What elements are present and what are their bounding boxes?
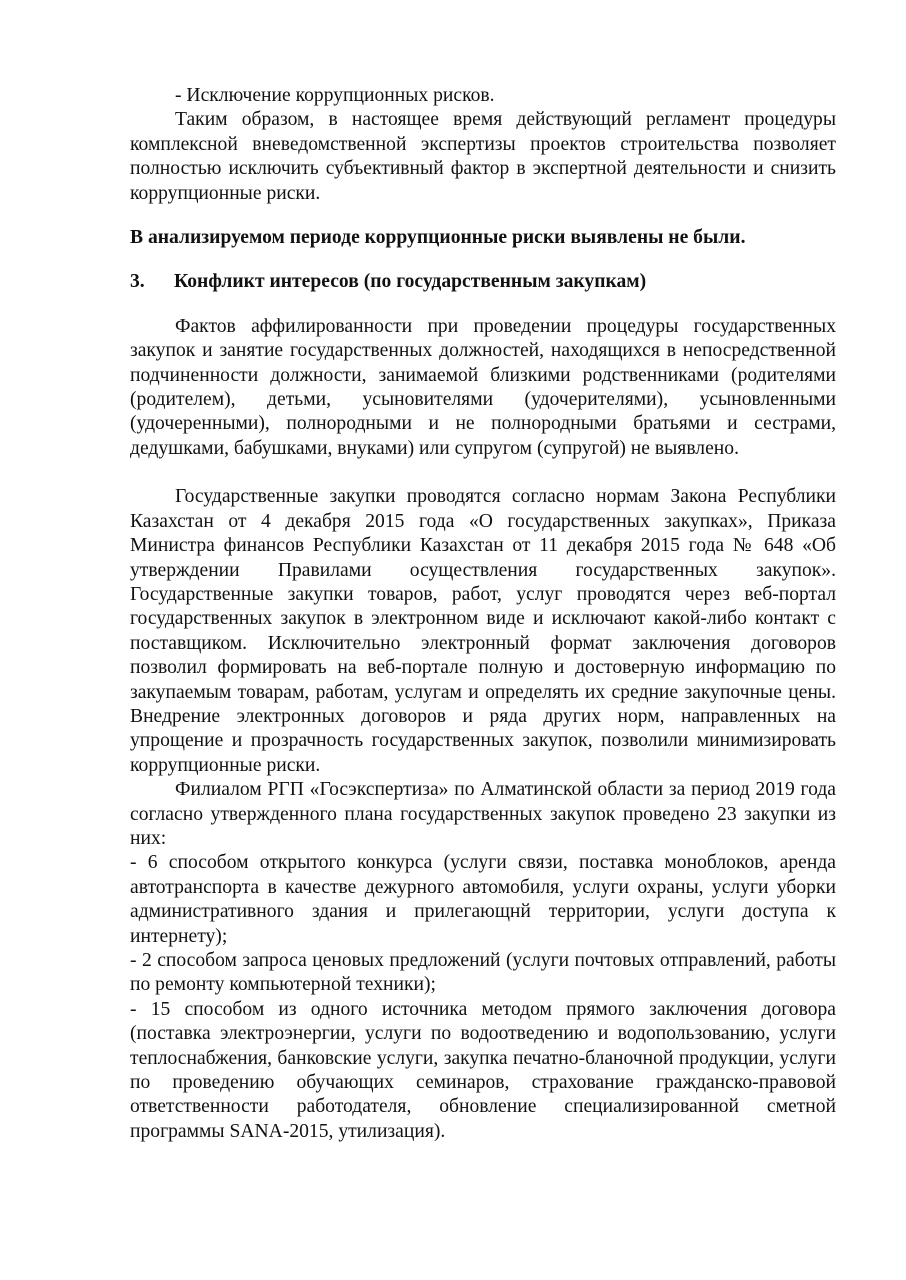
paragraph-procurement-law: Государственные закупки проводятся согласно нормам Закона Республики Казахстан от 4 декабря 2015 года «О государственных закупках», Приказа Министра финансов Республики Казахстан от 11 декабря 2015 года № 648 «Об утверждении Правилами осуществления государственных закупок». Государственные закупки товаров, работ, услуг проводятся через веб-портал государственных закупок в электронном виде и исключают какой-либо контакт с поставщиком. Исключительно электронный формат заключения договоров позволил формировать на веб-портале полную и достоверную информацию по закупаемым товарам, работам, услугам и определять их средние закупочные цены. Внедрение электронных договоров и ряда других норм, направленных на упрощение и прозрачность государственных закупок, позволили минимизировать коррупционные риски. (130, 486, 836, 776)
section-number: 3. (130, 271, 145, 293)
paragraph-risk-exclusion: - Исключение коррупционных рисков. (175, 85, 495, 106)
paragraph-conclusion: В анализируемом периоде коррупционные риски выявлены не были. (130, 227, 746, 249)
section-title: Конфликт интересов (по государственным закупкам) (174, 271, 647, 293)
spacer (130, 295, 836, 315)
paragraph-regulation: Таким образом, в настоящее время действующий регламент процедуры комплексной вневедомственной экспертизы проектов строительства позволяет полностью исключить субъективный фактор в экспертной деятельности и снизить коррупционные риски. (130, 109, 836, 204)
spacer (130, 206, 836, 226)
list-item-price-quotation: - 2 способом запроса ценовых предложений (услуги почтовых отправлений, работы по ремонту компьютерной техники); (130, 950, 836, 996)
list-item-single-source: - 15 способом из одного источника методом прямого заключения договора (поставка электроэнергии, услуги по водоотведению и водопользованию, услуги теплоснабжения, банковские услуги, закупка печатно-бланочной продукции, услуги по проведению обучающих семинаров, страхование гражданско-правовой ответственности работодателя, обновление специализированной сметной программы SANA-2015, утилизация). (130, 998, 836, 1142)
paragraph-affiliation: Фактов аффилированности при проведении процедуры государственных закупок и занятие государственных должностей, находящихся в непосредственной подчиненности должности, занимаемой близкими родственниками (родителями (родителем), детьми, усыновителями (удочерителями), усыновленными (удочеренными), полнородными и не полнородными братьями и сестрами, дедушками, бабушками, внуками) или супругом (супругой) не выявлено. (130, 315, 836, 459)
section-heading (130, 270, 836, 294)
spacer (130, 250, 836, 270)
paragraph-procurement-summary: Филиалом РГП «Госэкспертиза» по Алматинской области за период 2019 года согласно утвержденного плана государственных закупок проведено 23 закупки из них: (130, 779, 836, 849)
list-item-open-tender: - 6 способом открытого конкурса (услуги связи, поставка моноблоков, аренда автотранспорта в качестве дежурного автомобиля, услуги охраны, услуги уборки административного здания и прилегающнй территории, услуги доступа к интернету); (130, 852, 836, 947)
spacer (130, 461, 836, 485)
